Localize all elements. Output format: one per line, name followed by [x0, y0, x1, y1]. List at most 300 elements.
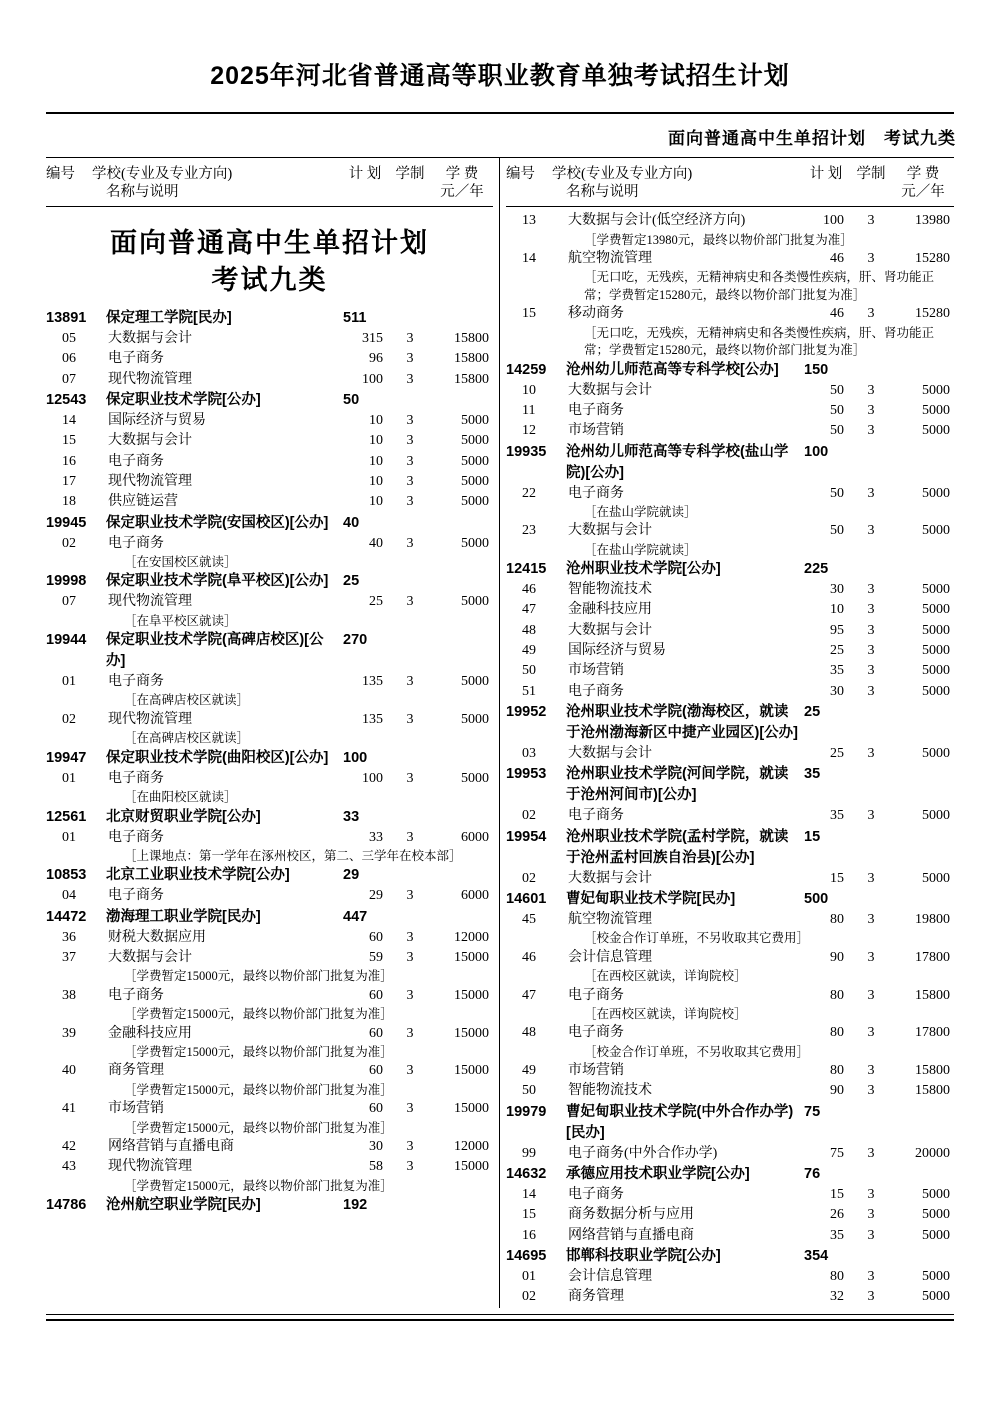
row-plan: 100: [362, 371, 383, 387]
row-plan: 80: [830, 911, 844, 927]
major-row: [506, 484, 954, 504]
row-plan: 60: [369, 1101, 383, 1117]
row-name: 电子商务: [108, 351, 164, 367]
row-fee: 5000: [922, 1227, 950, 1243]
row-plan: 46: [830, 306, 844, 322]
major-row: [46, 828, 493, 848]
major-row: [506, 682, 954, 702]
row-code: 19935: [506, 443, 547, 460]
row-plan: 60: [369, 987, 383, 1003]
row-plan: 96: [369, 351, 383, 367]
row-plan: 10: [369, 453, 383, 469]
major-row: [46, 986, 493, 1006]
row-fee: 5000: [922, 485, 950, 501]
row-name: 沧州职业技术学院(渤海校区，就读于沧州渤海新区中捷产业园区)[公办]: [566, 703, 798, 741]
school-row: [46, 390, 493, 411]
row-years: 3: [867, 1227, 875, 1243]
col-head-fee: [431, 165, 493, 201]
row-code: 41: [62, 1101, 76, 1117]
major-row: [506, 910, 954, 930]
row-fee: 6000: [461, 888, 489, 904]
right-column: [500, 158, 960, 1308]
row-fee: 5000: [922, 602, 950, 618]
row-fee: 15000: [454, 1159, 489, 1175]
school-row: [46, 308, 493, 329]
row-plan: 60: [369, 1025, 383, 1041]
major-row: [46, 769, 493, 789]
major-note: ［上课地点：第一学年在涿州校区，第二、三学年在校本部］: [124, 848, 462, 863]
major-row: [506, 521, 954, 541]
row-code: 15: [522, 1207, 536, 1223]
row-code: 42: [62, 1139, 76, 1155]
major-row: [506, 744, 954, 764]
row-plan: 15: [830, 870, 844, 886]
row-fee: 15000: [454, 950, 489, 966]
row-name: 网络营销与直播电商: [108, 1139, 234, 1155]
row-plan: 15: [804, 828, 821, 845]
row-code: 11: [522, 402, 536, 418]
row-name: 现代物流管理: [108, 1159, 192, 1175]
row-code: 46: [522, 582, 536, 598]
major-note: ［在阜平校区就读］: [124, 613, 237, 628]
row-plan: 90: [830, 949, 844, 965]
row-plan: 50: [343, 392, 360, 409]
row-years: 3: [867, 622, 875, 638]
row-name: 电子商务: [108, 453, 164, 469]
row-plan: 500: [804, 890, 829, 907]
row-plan: 100: [362, 770, 383, 786]
major-row: [506, 661, 954, 681]
row-fee: 15800: [915, 1083, 950, 1099]
row-name: 沧州幼儿师范高等专科学校[公办]: [566, 361, 779, 378]
row-years: 3: [867, 911, 875, 927]
row-plan: 33: [369, 829, 383, 845]
row-years: 3: [867, 683, 875, 699]
row-code: 17: [62, 473, 76, 489]
row-years: 3: [867, 1269, 875, 1284]
row-code: 05: [62, 331, 76, 347]
row-code: 14632: [506, 1166, 547, 1183]
school-row: [506, 1164, 954, 1185]
row-code: 40: [62, 1063, 76, 1079]
row-code: 19953: [506, 766, 547, 783]
left-rows: [46, 308, 493, 1216]
school-row: [506, 764, 954, 806]
row-years: 3: [867, 382, 875, 398]
row-name: 现代物流管理: [108, 594, 192, 610]
row-name: 商务管理: [568, 1289, 624, 1305]
row-years: 3: [867, 213, 875, 229]
row-fee: 5000: [461, 473, 489, 489]
row-code: 06: [62, 351, 76, 367]
row-fee: 17800: [915, 1025, 950, 1041]
row-fee: 5000: [922, 683, 950, 699]
row-plan: 25: [804, 703, 821, 720]
row-years: 3: [867, 643, 875, 659]
row-code: 13: [522, 213, 536, 229]
row-code: 03: [522, 746, 536, 761]
row-code: 04: [62, 888, 76, 904]
row-name: 渤海理工职业学院[民办]: [106, 908, 261, 925]
row-name: 国际经济与贸易: [108, 413, 206, 429]
row-name: 电子商务: [108, 987, 164, 1003]
row-fee: 15280: [915, 251, 950, 267]
row-years: 3: [867, 870, 875, 886]
row-code: 38: [62, 987, 76, 1003]
row-code: 14259: [506, 361, 547, 378]
major-row: [46, 1137, 493, 1157]
row-fee: 17800: [915, 949, 950, 965]
major-row: [506, 641, 954, 661]
two-column-body: [40, 158, 960, 1308]
row-years: 3: [406, 711, 414, 727]
major-note: ［在高碑店校区就读］: [124, 731, 250, 746]
row-plan: 150: [804, 361, 829, 378]
row-code: 43: [62, 1159, 76, 1175]
row-plan: 80: [830, 1269, 844, 1284]
col-head-name: [552, 165, 802, 201]
major-note: ［学费暂定15000元，最终以物价部门批复为准］: [124, 969, 393, 984]
row-plan: 50: [830, 423, 844, 439]
row-code: 12415: [506, 561, 547, 578]
row-code: 47: [522, 602, 536, 618]
row-plan: 10: [830, 602, 844, 618]
major-row: [506, 869, 954, 889]
row-code: 48: [522, 1025, 536, 1041]
major-row: [506, 621, 954, 641]
row-years: 3: [406, 594, 414, 610]
row-code: 19945: [46, 514, 87, 531]
row-name: 沧州幼儿师范高等专科学校(盐山学院)[公办]: [566, 443, 789, 481]
row-code: 49: [522, 643, 536, 659]
school-row: [506, 1102, 954, 1144]
row-plan: 35: [804, 766, 821, 783]
row-name: 现代物流管理: [108, 473, 192, 489]
row-plan: 25: [343, 573, 360, 590]
row-code: 46: [522, 949, 536, 965]
school-row: [46, 630, 493, 672]
row-fee: 5000: [922, 663, 950, 679]
row-fee: 13980: [915, 213, 950, 229]
row-name: 电子商务: [568, 485, 624, 501]
col-head-name-line2: 名称与说明: [566, 184, 639, 201]
row-fee: 15800: [454, 371, 489, 387]
row-name: 电子商务: [568, 987, 624, 1003]
row-name: 沧州职业技术学院(孟村学院，就读于沧州孟村回族自治县)[公办]: [566, 828, 789, 866]
row-code: 19998: [46, 573, 87, 590]
row-years: 3: [867, 402, 875, 418]
row-plan: 25: [369, 594, 383, 610]
row-code: 13891: [46, 310, 87, 327]
row-code: 07: [62, 371, 76, 387]
col-head-code: 编号: [506, 166, 535, 182]
col-head-plan: 计 划: [809, 166, 843, 182]
section-header: 面向普通高中生单招计划 考试九类: [668, 129, 956, 148]
major-note: ［在高碑店校区就读］: [124, 693, 250, 708]
col-head-fee-line1: 学 费: [906, 166, 940, 182]
col-head-code: 编号: [46, 166, 75, 182]
row-name: 电子商务: [108, 829, 164, 845]
major-row: [46, 431, 493, 451]
row-fee: 5000: [922, 382, 950, 398]
row-years: 3: [406, 770, 414, 786]
row-years: 3: [867, 582, 875, 598]
major-row: [46, 492, 493, 512]
row-code: 12561: [46, 808, 87, 825]
major-row: [46, 472, 493, 492]
row-fee: 5000: [922, 643, 950, 659]
row-code: 47: [522, 987, 536, 1003]
row-code: 19952: [506, 703, 547, 720]
major-row: [46, 928, 493, 948]
row-code: 02: [522, 808, 536, 824]
row-fee: 15800: [915, 987, 950, 1003]
row-name: 大数据与会计: [568, 622, 652, 638]
row-fee: 15000: [454, 1025, 489, 1041]
row-code: 02: [522, 870, 536, 886]
row-plan: 59: [369, 950, 383, 966]
major-row: [46, 710, 493, 730]
row-years: 3: [867, 808, 875, 824]
row-years: 3: [406, 413, 414, 429]
row-name: 电子商务: [568, 1025, 624, 1041]
major-row: [506, 1023, 954, 1043]
row-plan: 76: [804, 1166, 821, 1183]
row-name: 国际经济与贸易: [568, 643, 666, 659]
row-code: 14601: [506, 890, 547, 907]
row-years: 3: [406, 987, 414, 1003]
row-plan: 15: [830, 1187, 844, 1203]
left-column-header: [46, 158, 493, 206]
row-plan: 25: [830, 746, 844, 761]
row-years: 3: [867, 746, 875, 761]
row-fee: 15800: [454, 331, 489, 347]
major-row: [506, 1185, 954, 1205]
row-name: 大数据与会计: [568, 870, 652, 886]
row-plan: 100: [804, 443, 829, 460]
col-head-name-line1: 学校(专业及专业方向): [552, 166, 693, 182]
row-name: 移动商务: [568, 306, 624, 322]
row-fee: 5000: [461, 494, 489, 510]
row-fee: 5000: [461, 453, 489, 469]
row-code: 19947: [46, 749, 87, 766]
row-plan: 60: [369, 929, 383, 945]
row-code: 37: [62, 950, 76, 966]
row-name: 市场营销: [108, 1101, 164, 1117]
row-fee: 15000: [454, 987, 489, 1003]
row-plan: 511: [343, 310, 367, 327]
row-fee: 5000: [922, 808, 950, 824]
row-years: 3: [406, 1101, 414, 1117]
major-row: [46, 370, 493, 390]
row-name: 电子商务: [108, 535, 164, 551]
row-fee: 5000: [461, 674, 489, 690]
major-note: ［学费暂定15000元，最终以物价部门批复为准］: [124, 1082, 393, 1097]
school-row: [46, 907, 493, 928]
major-note: ［无口吃，无残疾，无精神病史和各类慢性疾病，肝、肾功能正常；学费暂定15280元，最终以物价部门批复为准］: [584, 270, 935, 302]
row-code: 14786: [46, 1197, 87, 1214]
row-code: 99: [522, 1145, 536, 1161]
row-fee: 5000: [922, 746, 950, 761]
row-name: 电子商务: [108, 674, 164, 690]
right-column-header-divider: [506, 206, 954, 207]
major-note: ［学费暂定15000元，最终以物价部门批复为准］: [124, 1178, 393, 1193]
row-plan: 46: [830, 251, 844, 267]
major-row: [506, 381, 954, 401]
row-plan: 100: [823, 213, 844, 229]
major-row: [506, 986, 954, 1006]
row-plan: 192: [343, 1197, 368, 1214]
major-row: [46, 672, 493, 692]
row-code: 02: [62, 711, 76, 727]
row-name: 保定职业技术学院[公办]: [106, 392, 261, 409]
col-head-name: [92, 165, 341, 201]
row-plan: 60: [369, 1063, 383, 1079]
row-fee: 5000: [461, 594, 489, 610]
row-years: 3: [867, 423, 875, 439]
row-code: 39: [62, 1025, 76, 1041]
row-years: 3: [867, 306, 875, 322]
col-head-name-line1: 学校(专业及专业方向): [92, 166, 233, 182]
row-plan: 35: [830, 1227, 844, 1243]
row-name: 网络营销与直播电商: [568, 1227, 694, 1243]
major-note: ［在西校区就读，详询院校］: [584, 1006, 747, 1021]
col-head-name-line2: 名称与说明: [106, 184, 179, 201]
row-name: 航空物流管理: [568, 911, 652, 927]
major-note: ［学费暂定15000元，最终以物价部门批复为准］: [124, 1007, 393, 1022]
row-plan: 26: [830, 1207, 844, 1223]
row-name: 供应链运营: [108, 494, 178, 510]
left-big-title: [46, 211, 493, 308]
row-name: 邯郸科技职业学院[公办]: [566, 1247, 721, 1264]
major-row: [506, 1267, 954, 1287]
row-years: 3: [406, 453, 414, 469]
major-note: ［在西校区就读，详询院校］: [584, 969, 747, 984]
row-code: 14472: [46, 908, 87, 925]
row-name: 现代物流管理: [108, 371, 192, 387]
row-name: 电子商务: [568, 808, 624, 824]
big-title-line1: 面向普通高中生单招计划: [110, 228, 429, 259]
bottom-divider-1: [46, 1314, 954, 1315]
major-row: [46, 534, 493, 554]
row-plan: 29: [369, 888, 383, 904]
left-column-header-divider: [46, 206, 493, 207]
row-code: 02: [62, 535, 76, 551]
row-name: 会计信息管理: [568, 949, 652, 965]
row-plan: 32: [830, 1289, 844, 1305]
row-name: 市场营销: [568, 663, 624, 679]
major-row: [506, 600, 954, 620]
row-fee: 5000: [922, 870, 950, 886]
row-code: 10: [522, 382, 536, 398]
major-row: [46, 452, 493, 472]
row-code: 07: [62, 594, 76, 610]
row-plan: 270: [343, 632, 368, 649]
row-name: 市场营销: [568, 423, 624, 439]
row-years: 3: [406, 829, 414, 845]
row-fee: 5000: [922, 582, 950, 598]
row-code: 01: [522, 1269, 536, 1284]
row-fee: 5000: [922, 402, 950, 418]
row-plan: 25: [830, 643, 844, 659]
col-head-plan: 计 划: [348, 166, 382, 182]
major-row: [46, 592, 493, 612]
row-plan: 80: [830, 987, 844, 1003]
row-years: 3: [406, 473, 414, 489]
row-plan: 50: [830, 402, 844, 418]
row-name: 曹妃甸职业技术学院[民办]: [566, 890, 736, 907]
col-head-fee: [892, 165, 954, 201]
row-fee: 5000: [922, 1207, 950, 1223]
row-name: 会计信息管理: [568, 1269, 652, 1284]
row-code: 15: [62, 433, 76, 449]
row-years: 3: [867, 1145, 875, 1161]
row-plan: 29: [343, 867, 360, 884]
row-fee: 6000: [461, 829, 489, 845]
row-years: 3: [867, 1025, 875, 1041]
row-fee: 5000: [461, 433, 489, 449]
major-row: [506, 421, 954, 441]
row-years: 3: [867, 987, 875, 1003]
major-note: ［在盐山学院就读］: [584, 504, 697, 519]
row-name: 商务数据分析与应用: [568, 1207, 694, 1223]
major-row: [46, 948, 493, 968]
row-code: 15: [522, 306, 536, 322]
row-name: 电子商务: [108, 770, 164, 786]
row-years: 3: [867, 1289, 875, 1305]
row-plan: 315: [362, 331, 383, 347]
school-row: [506, 442, 954, 484]
row-fee: 12000: [454, 929, 489, 945]
col-head-fee-line1: 学 费: [445, 166, 479, 182]
major-row: [46, 886, 493, 906]
major-row: [506, 1226, 954, 1246]
row-plan: 10: [369, 473, 383, 489]
row-name: 保定职业技术学院(阜平校区)[公办]: [106, 573, 329, 590]
row-name: 金融科技应用: [568, 602, 652, 618]
major-row: [506, 806, 954, 826]
school-row: [46, 748, 493, 769]
row-name: 财税大数据应用: [108, 929, 206, 945]
row-years: 3: [406, 371, 414, 387]
major-row: [506, 1081, 954, 1101]
major-row: [46, 329, 493, 349]
row-fee: 5000: [922, 1289, 950, 1305]
row-plan: 40: [369, 535, 383, 551]
col-head-fee-line2: 元／年: [440, 184, 484, 201]
row-code: 51: [522, 683, 536, 699]
row-fee: 5000: [461, 711, 489, 727]
row-years: 3: [406, 929, 414, 945]
row-code: 12: [522, 423, 536, 439]
row-fee: 15800: [454, 351, 489, 367]
row-plan: 135: [362, 711, 383, 727]
row-plan: 35: [830, 808, 844, 824]
row-name: 大数据与会计: [568, 382, 652, 398]
row-years: 3: [406, 351, 414, 367]
row-name: 沧州航空职业学院[民办]: [106, 1197, 261, 1214]
row-fee: 5000: [922, 523, 950, 539]
school-row: [506, 559, 954, 580]
row-name: 北京工业职业技术学院[公办]: [106, 867, 290, 884]
row-name: 电子商务: [108, 888, 164, 904]
row-name: 保定理工学院[民办]: [106, 310, 232, 327]
major-row: [506, 401, 954, 421]
row-name: 航空物流管理: [568, 251, 652, 267]
major-row: [46, 1024, 493, 1044]
row-years: 3: [406, 1063, 414, 1079]
row-fee: 5000: [922, 1187, 950, 1203]
